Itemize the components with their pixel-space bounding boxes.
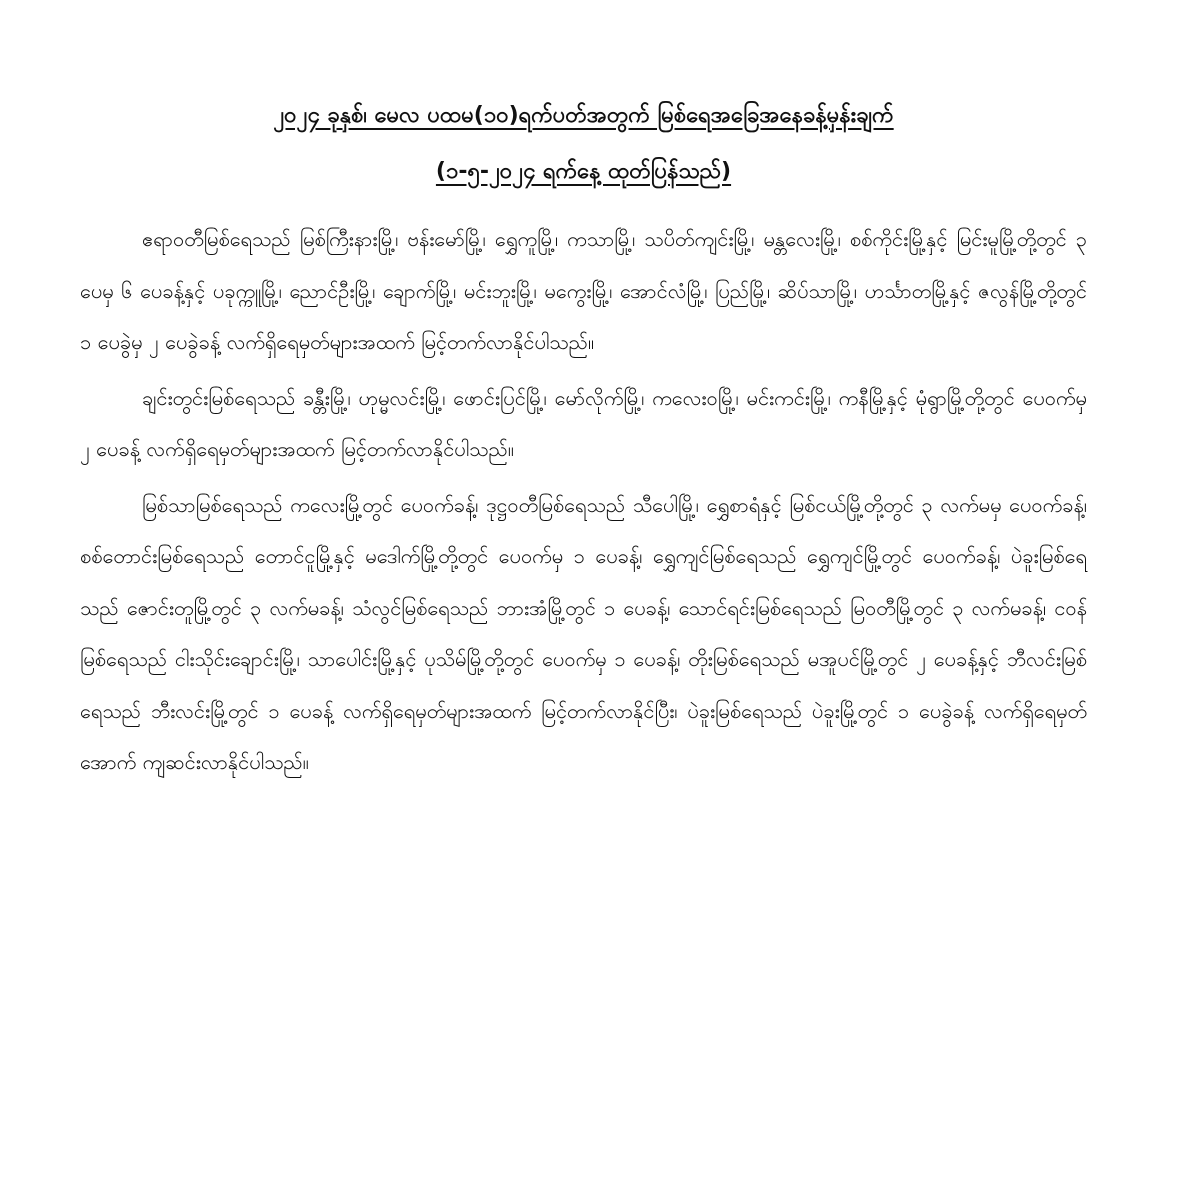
title-line-2: (၁-၅-၂၀၂၄ ရက်နေ့ ထုတ်ပြန်သည်) [435, 159, 732, 184]
paragraph-chindwin-river: ချင်းတွင်းမြစ်ရေသည် ခန္တီးမြို့၊ ဟုမ္မလင်းမြို့၊ ဖောင်းပြင်မြို့၊ မော်လိုက်မြို့၊ ကလေးဝမြို့၊ မင်းကင်းမြို့၊ ကနီမြို့နှင့် မုံရွာမြို့တို့တွင် ပေဝက်မှ ၂ ပေခန့် လက်ရှိရေမှတ်များအထက် မြင့်တက်လာနိုင်ပါသည်။ [80, 385, 1087, 461]
document-title [80, 88, 1087, 200]
paragraph-irrawaddy-river: ဧရာဝတီမြစ်ရေသည် မြစ်ကြီးနားမြို့၊ ဗန်းမော်မြို့၊ ရွှေကူမြို့၊ ကသာမြို့၊ သပိတ်ကျင်းမြို့၊ မန္တလေးမြို့၊ စစ်ကိုင်းမြို့နှင့် မြင်းမူမြို့တို့တွင် ၃ ပေမှ ၆ ပေခန့်နှင့် ပခုက္ကူမြို့၊ ညောင်ဦးမြို့၊ ချောက်မြို့၊ မင်းဘူးမြို့၊ မကွေးမြို့၊ အောင်လံမြို့၊ ပြည်မြို့၊ ဆိပ်သာမြို့၊ ဟင်္သာတမြို့နှင့် ဇလွန်မြို့တို့တွင် ၁ ပေခွဲမှ ၂ ပေခွဲခန့် လက်ရှိရေမှတ်များအထက် မြင့်တက်လာနိုင်ပါသည်။ [80, 227, 1087, 354]
title-line-1: ၂၀၂၄ ခုနှစ်၊ မေလ ပထမ(၁၀)ရက်ပတ်အတွက် မြစ်ရေအခြေအနေခန့်မှန်းချက် [273, 103, 894, 128]
paragraph-other-rivers: မြစ်သာမြစ်ရေသည် ကလေးမြို့တွင် ပေဝက်ခန့်၊ ဒုဋ္ဌဝတီမြစ်ရေသည် သီပေါမြို့၊ ရွှေစာရံနှင့် မြစ်ငယ်မြို့တို့တွင် ၃ လက်မမှ ပေဝက်ခန့်၊ စစ်တောင်းမြစ်ရေသည် တောင်ငူမြို့နှင့် မဒေါက်မြို့တို့တွင် ပေဝက်မှ ၁ ပေခန့်၊ ရွှေကျင်မြစ်ရေသည် ရွှေကျင်မြို့တွင် ပေဝက်ခန့်၊ ပဲခူးမြစ်ရေသည် ဇောင်းတူမြို့တွင် ၃ လက်မခန့်၊ သံလွင်မြစ်ရေသည် ဘားအံမြို့တွင် ၁ ပေခန့်၊ သောင်ရင်းမြစ်ရေသည် မြဝတီမြို့တွင် ၃ လက်မခန့်၊ ငဝန်မြစ်ရေသည် ငါးသိုင်းချောင်းမြို့၊ သာပေါင်းမြို့နှင့် ပုသိမ်မြို့တို့တွင် ပေဝက်မှ ၁ ပေခန့်၊ တိုးမြစ်ရေသည် မအူပင်မြို့တွင် ၂ ပေခန့်နှင့် ဘီလင်းမြစ်ရေသည် ဘီးလင်းမြို့တွင် ၁ ပေခန့် လက်ရှိရေမှတ်များအထက် မြင့်တက်လာနိုင်ပြီး၊ ပဲခူးမြစ်ရေသည် ပဲခူးမြို့တွင် ၁ ပေခွဲခန့် လက်ရှိရေမှတ်အောက် ကျဆင်းလာနိုင်ပါသည်။ [80, 492, 1087, 774]
